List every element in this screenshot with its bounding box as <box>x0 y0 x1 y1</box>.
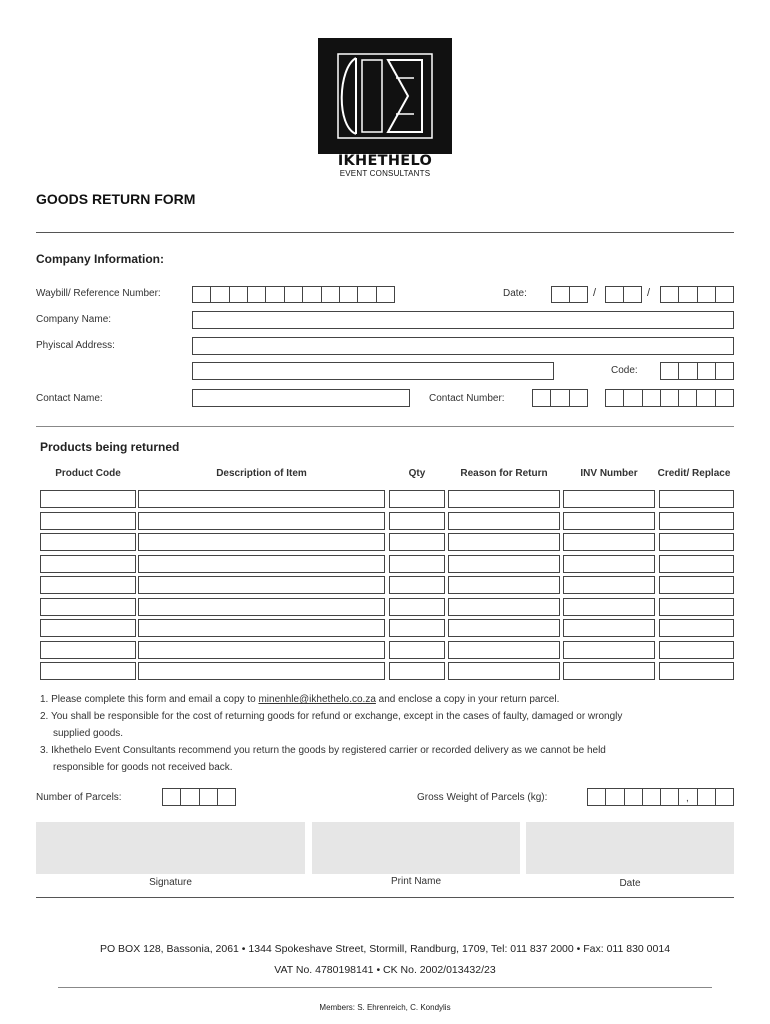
cell-inv-number[interactable] <box>563 619 655 637</box>
company-name-input[interactable] <box>192 311 734 329</box>
cell-qty[interactable] <box>389 619 445 637</box>
contact-name-label: Contact Name: <box>36 393 103 404</box>
print-name-field[interactable] <box>312 822 520 874</box>
contact-name-input[interactable] <box>192 389 410 407</box>
decimal-separator: , <box>686 793 689 804</box>
waybill-input[interactable] <box>192 286 395 303</box>
cell-reason[interactable] <box>448 662 560 680</box>
cell-description[interactable] <box>138 490 385 508</box>
company-name-label: Company Name: <box>36 314 112 325</box>
cell-product-code[interactable] <box>40 662 136 680</box>
cell-qty[interactable] <box>389 598 445 616</box>
cell-reason[interactable] <box>448 619 560 637</box>
company-logo <box>318 38 452 154</box>
cell-product-code[interactable] <box>40 555 136 573</box>
form-title: GOODS RETURN FORM <box>36 191 196 207</box>
note-3-cont: responsible for goods not received back. <box>53 762 233 773</box>
code-label: Code: <box>611 365 638 376</box>
cell-reason[interactable] <box>448 576 560 594</box>
footer-members: Members: S. Ehrenreich, C. Kondylis <box>319 1003 451 1012</box>
footer-registration: VAT No. 4780198141 • CK No. 2002/013432/23 <box>274 964 496 976</box>
signature-date-field[interactable] <box>526 822 734 874</box>
section-divider <box>36 426 734 427</box>
gross-weight-label: Gross Weight of Parcels (kg): <box>417 792 548 803</box>
footer-address: PO BOX 128, Bassonia, 2061 • 1344 Spokeshave Street, Stormill, Randburg, 1709, Tel: 011 837 2000 • Fax: 011 830 0014 <box>99 943 671 955</box>
date-year-input[interactable] <box>660 286 734 303</box>
cell-inv-number[interactable] <box>563 555 655 573</box>
logo-mark-icon <box>318 38 452 154</box>
cell-reason[interactable] <box>448 490 560 508</box>
contact-number-area-input[interactable] <box>532 389 588 407</box>
logo-name: IKHETHELO <box>337 153 433 169</box>
cell-reason[interactable] <box>448 512 560 530</box>
col-product-code: Product Code <box>55 468 121 479</box>
cell-qty[interactable] <box>389 490 445 508</box>
cell-reason[interactable] <box>448 533 560 551</box>
cell-reason[interactable] <box>448 641 560 659</box>
cell-credit-replace[interactable] <box>659 662 734 680</box>
address-input-line2[interactable] <box>192 362 554 380</box>
cell-credit-replace[interactable] <box>659 576 734 594</box>
cell-description[interactable] <box>138 641 385 659</box>
products-heading: Products being returned <box>40 440 180 454</box>
postal-code-input[interactable] <box>660 362 734 380</box>
address-label: Phyiscal Address: <box>36 340 115 351</box>
cell-inv-number[interactable] <box>563 533 655 551</box>
col-credit-replace: Credit/ Replace <box>657 468 731 479</box>
cell-inv-number[interactable] <box>563 512 655 530</box>
cell-qty[interactable] <box>389 533 445 551</box>
cell-description[interactable] <box>138 619 385 637</box>
cell-product-code[interactable] <box>40 490 136 508</box>
note-3: 3. Ikhethelo Event Consultants recommend you return the goods by registered carrier or recorded delivery as we cannot be held <box>40 745 606 756</box>
date-separator: / <box>593 287 597 299</box>
col-description: Description of Item <box>216 468 307 479</box>
note-1-text-end: and enclose a copy in your return parcel. <box>375 694 560 705</box>
cell-description[interactable] <box>138 598 385 616</box>
date-day-input[interactable] <box>551 286 588 303</box>
note-1-text: 1. Please complete this form and email a copy to <box>40 694 259 705</box>
cell-credit-replace[interactable] <box>659 512 734 530</box>
cell-qty[interactable] <box>389 512 445 530</box>
signature-date-label: Date <box>619 878 641 889</box>
cell-description[interactable] <box>138 576 385 594</box>
waybill-label: Waybill/ Reference Number: <box>36 288 161 299</box>
email-link[interactable]: minenhle@ikhethelo.co.za <box>258 694 376 705</box>
cell-qty[interactable] <box>389 555 445 573</box>
contact-number-label: Contact Number: <box>429 393 505 404</box>
note-2-cont: supplied goods. <box>53 728 124 739</box>
cell-qty[interactable] <box>389 641 445 659</box>
cell-product-code[interactable] <box>40 598 136 616</box>
cell-inv-number[interactable] <box>563 662 655 680</box>
cell-inv-number[interactable] <box>563 598 655 616</box>
note-2: 2. You shall be responsible for the cost of returning goods for refund or exchange, except in the cases of faulty, damaged or wrongly <box>40 711 623 722</box>
col-inv-number: INV Number <box>580 468 638 479</box>
title-divider <box>36 232 734 233</box>
signature-label: Signature <box>149 877 192 888</box>
cell-credit-replace[interactable] <box>659 598 734 616</box>
address-input-line1[interactable] <box>192 337 734 355</box>
footer-divider <box>36 897 734 898</box>
cell-credit-replace[interactable] <box>659 490 734 508</box>
cell-description[interactable] <box>138 662 385 680</box>
contact-number-input[interactable] <box>605 389 734 407</box>
footer-rule <box>58 987 712 988</box>
cell-qty[interactable] <box>389 576 445 594</box>
date-separator: / <box>647 287 651 299</box>
cell-product-code[interactable] <box>40 641 136 659</box>
company-info-heading: Company Information: <box>36 252 164 266</box>
logo-tagline: EVENT CONSULTANTS <box>339 169 431 178</box>
signature-field[interactable] <box>36 822 305 874</box>
date-label: Date: <box>503 288 527 299</box>
cell-product-code[interactable] <box>40 533 136 551</box>
col-qty: Qty <box>408 468 426 479</box>
cell-credit-replace[interactable] <box>659 619 734 637</box>
gross-weight-input[interactable] <box>587 788 734 806</box>
cell-credit-replace[interactable] <box>659 641 734 659</box>
cell-description[interactable] <box>138 512 385 530</box>
cell-reason[interactable] <box>448 555 560 573</box>
cell-description[interactable] <box>138 533 385 551</box>
parcels-count-input[interactable] <box>162 788 236 806</box>
cell-product-code[interactable] <box>40 576 136 594</box>
cell-credit-replace[interactable] <box>659 533 734 551</box>
cell-product-code[interactable] <box>40 619 136 637</box>
cell-qty[interactable] <box>389 662 445 680</box>
col-reason: Reason for Return <box>460 468 548 479</box>
cell-inv-number[interactable] <box>563 641 655 659</box>
cell-reason[interactable] <box>448 598 560 616</box>
cell-product-code[interactable] <box>40 512 136 530</box>
cell-credit-replace[interactable] <box>659 555 734 573</box>
cell-description[interactable] <box>138 555 385 573</box>
cell-inv-number[interactable] <box>563 576 655 594</box>
date-month-input[interactable] <box>605 286 642 303</box>
parcels-count-label: Number of Parcels: <box>36 792 122 803</box>
print-name-label: Print Name <box>390 876 441 887</box>
cell-inv-number[interactable] <box>563 490 655 508</box>
note-1 <box>40 691 559 708</box>
